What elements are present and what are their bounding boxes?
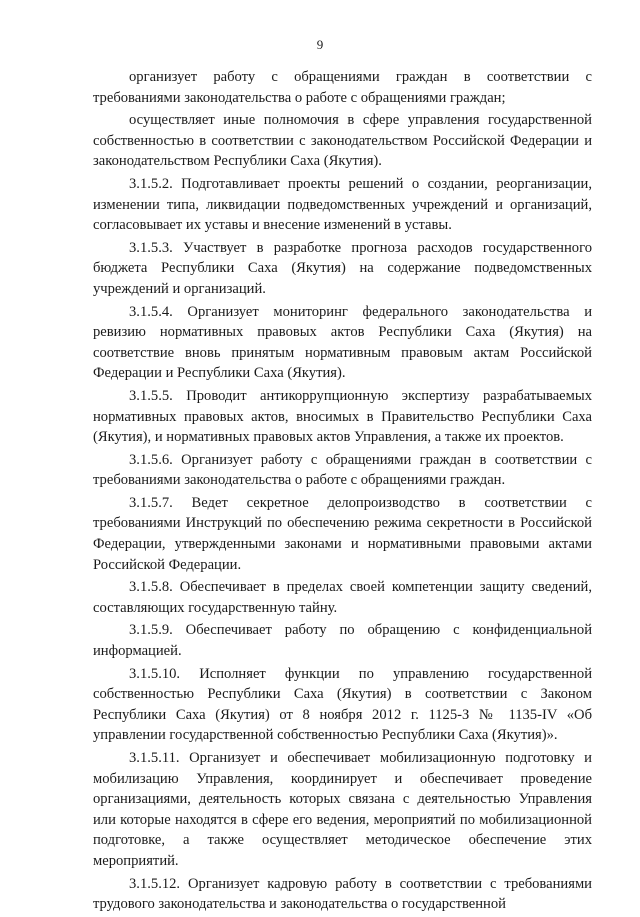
- paragraph-3-1-5-11: 3.1.5.11. Организует и обеспечивает мобилизационную подготовку и мобилизацию Управления, координирует и обеспечивает проведение организациями, деятельность которых связана с деятельностью Управления или которые находятся в сфере его ведения, мероприятий по мобилизационной подготовке, а также осуществляет методическое обеспечение этих мероприятий.: [93, 750, 592, 869]
- paragraph-3-1-5-12: 3.1.5.12. Организует кадровую работу в соответствии с требованиями трудового законодательства и законодательства о государственной: [93, 875, 592, 913]
- paragraph-3-1-5-6: 3.1.5.6. Организует работу с обращениями граждан в соответствии с требованиями законодательства о работе с обращениями граждан.: [93, 451, 592, 489]
- paragraph-3-1-5-9: 3.1.5.9. Обеспечивает работу по обращению с конфиденциальной информацией.: [93, 622, 592, 660]
- paragraph-other-powers: осуществляет иные полномочия в сфере управления государственной собственностью в соответствии с законодательством Российской Федерации и законодательством Республики Саха (Якутия).: [93, 112, 592, 170]
- paragraph-3-1-5-3: 3.1.5.3. Участвует в разработке прогноза расходов государственного бюджета Республики Саха (Якутия) на содержание подведомственных учреждений и организаций.: [93, 239, 592, 297]
- paragraph-3-1-5-10: 3.1.5.10. Исполняет функции по управлению государственной собственностью Республики Саха (Якутия) в соответствии с Законом Республики Саха (Якутия) от 8 ноября 2012 г. 1125-З № 1135-IV «Об управлении государственной собственностью Республики Саха (Якутия)».: [93, 665, 592, 744]
- document-body: [93, 67, 592, 917]
- paragraph-3-1-5-7: 3.1.5.7. Ведет секретное делопроизводство в соответствии с требованиями Инструкций по обеспечению режима секретности в Российской Федерации, утвержденными законами и нормативными правовыми актами Российской Федерации.: [93, 494, 592, 573]
- paragraph-3-1-5-8: 3.1.5.8. Обеспечивает в пределах своей компетенции защиту сведений, составляющих государственную тайну.: [93, 579, 592, 616]
- paragraph-3-1-5-5: 3.1.5.5. Проводит антикоррупционную экспертизу разрабатываемых нормативных правовых актов, вносимых в Правительство Республики Саха (Якутия), и нормативных правовых актов Управления, а также их проектов.: [93, 387, 592, 446]
- paragraph-appeals-work: организует работу с обращениями граждан в соответствии с требованиями законодательства о работе с обращениями граждан;: [93, 69, 592, 106]
- paragraph-3-1-5-4: 3.1.5.4. Организует мониторинг федерального законодательства и ревизию нормативных правовых актов Республики Саха (Якутия) на соответствие вновь принятым нормативным правовым актам Российской Федерации и Республики Саха (Якутия).: [93, 303, 592, 382]
- page-number: 9: [316, 37, 324, 52]
- paragraph-3-1-5-2: 3.1.5.2. Подготавливает проекты решений о создании, реорганизации, изменении типа, ликвидации подведомственных учреждений и организаций, согласовывает их уставы и внесение изменений в уставы.: [93, 175, 592, 234]
